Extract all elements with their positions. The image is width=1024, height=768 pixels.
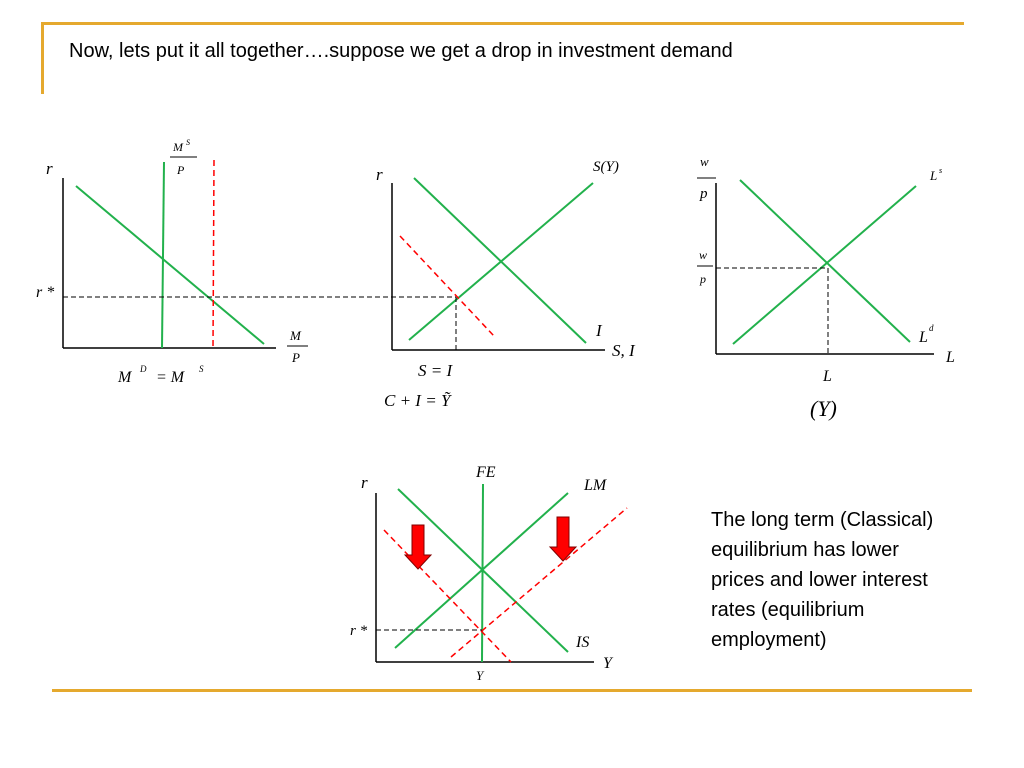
islm-panel [350,464,627,683]
lf-shifted-investment [400,236,494,336]
islm-y-label: r [361,473,368,492]
lf-x-label: S, I [612,341,635,360]
mm-r-star-label: r * [36,284,55,301]
mm-x-label-num: M [290,328,301,343]
mm-money-demand-curve [76,186,264,344]
islm-r-star-label: r * [350,623,368,639]
lm-demand-label: L [919,329,928,346]
explanation-line: rates (equilibrium [711,599,865,621]
islm-is-label: IS [576,634,590,651]
mm-supply-label-den: P [177,163,185,177]
islm-y-eq-label: Y [476,668,484,683]
is-shift-down-arrow [405,525,431,569]
mm-supply-label-sup: S [186,138,190,147]
explanation-text [711,505,1011,655]
money-market-panel [36,138,308,386]
slide-title: Now, lets put it all together….suppose we get a drop in investment demand [69,40,733,62]
islm-x-label: Y [603,655,612,672]
mm-cond-md-sup: D [140,364,147,374]
islm-fe-label: FE [476,464,496,481]
lm-eq-labor-label: L [823,368,832,385]
mm-y-label: r [46,159,53,178]
mm-cond-ms-sup: S [199,364,204,374]
lf-saving-label: S(Y) [593,159,619,175]
lm-demand-label-sup: d [929,323,934,333]
labor-market-panel [697,154,955,421]
lf-condition-output: C + I = Ỹ [384,391,451,410]
lf-condition-s-eq-i: S = I [418,361,453,380]
mm-supply-label-num: M [173,140,183,154]
islm-lm-label: LM [584,477,607,494]
mm-x-label-den: P [292,350,300,365]
lm-eq-wage-num: w [699,248,708,262]
islm-fe-line [482,484,483,662]
lm-output-label: (Y) [810,396,837,421]
explanation-line: The long term (Classical) [711,509,934,531]
lm-x-label: L [946,349,955,366]
lm-eq-wage-den: p [700,272,706,286]
mm-money-supply-curve [162,162,164,348]
mm-shifted-money-supply [213,160,214,348]
lf-investment-curve [414,178,586,343]
lm-y-label-den: p [700,186,708,202]
lm-supply-label: L [930,168,938,183]
explanation-line: employment) [711,629,827,651]
islm-shifted-lm [451,508,627,657]
footer-accent-line [52,689,972,692]
lm-supply-label-sup: s [939,166,943,175]
lm-y-label-num: w [700,154,709,169]
lm-shift-down-arrow [550,517,576,561]
mm-cond-ms: = M [156,369,185,386]
islm-shifted-is [384,530,511,662]
explanation-line: equilibrium has lower [711,539,899,561]
loanable-funds-panel [376,159,636,410]
lf-investment-label: I [596,321,602,340]
lf-y-label: r [376,165,383,184]
mm-cond-md: M [118,369,132,386]
explanation-line: prices and lower interest [711,569,928,591]
lm-labor-demand-curve [740,180,910,342]
